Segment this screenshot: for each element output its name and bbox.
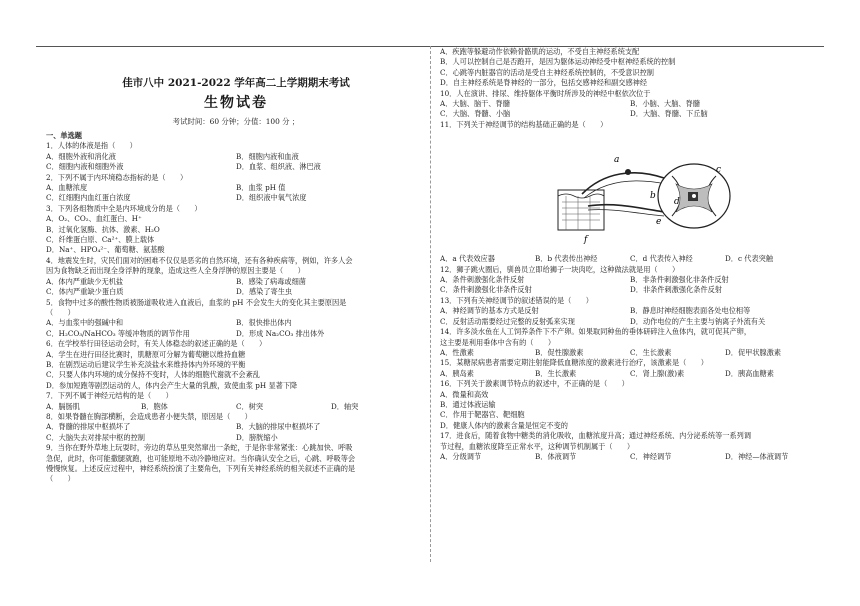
question-line: 14．许多淡水鱼在人工饲养条件下不产卵。如果取同种鱼的垂体研碎注入鱼体内，就可促其产卵， xyxy=(440,327,752,337)
option-a: A．性激素 xyxy=(440,347,474,357)
question-line: 节过程，血糖浓度降至正常水平，这种调节机制属于（ ） xyxy=(440,441,635,451)
question-line: D．Na⁺、HPO₄²⁻、葡萄糖、氨基酸 xyxy=(46,245,165,255)
option-a: C．条件刺激强化非条件反射 xyxy=(440,285,532,295)
option-c: C．d 代表传入神经 xyxy=(630,254,693,264)
option-a: A．与血浆中的强碱中和 xyxy=(46,318,124,328)
question-line: D．自主神经系统是脊神经的一部分，包括交感神经和副交感神经 xyxy=(440,78,648,88)
reflex-arc-figure xyxy=(440,130,820,254)
option-row xyxy=(46,162,426,172)
option-b: D．大脑、脊髓、下丘脑 xyxy=(630,109,708,119)
option-a: C．红细胞内血红蛋白浓度 xyxy=(46,193,131,203)
option-c: C．生长激素 xyxy=(630,347,672,357)
question-line: 1．人体的体液是指（ ） xyxy=(46,141,137,151)
option-a: C．H₂CO₃/NaHCO₃ 等缓冲物质的调节作用 xyxy=(46,328,190,338)
question-line: C．纤维蛋白原、Ca²⁺、膜上载体 xyxy=(46,235,155,245)
option-c: C．肾上腺(激)素 xyxy=(630,368,685,378)
question-line: C．作用于靶器官、靶细胞 xyxy=(440,410,525,420)
question-line: 15．某糖尿病患者需要定期注射能降低血糖浓度的激素进行治疗，该激素是（ ） xyxy=(440,358,708,368)
option-d: D．促甲状腺激素 xyxy=(725,347,782,357)
option-b: B．感染了病毒或细菌 xyxy=(236,276,306,286)
ganglion xyxy=(625,169,631,175)
option-b: B．大脑的排尿中枢损坏了 xyxy=(236,422,321,432)
option-row xyxy=(440,306,820,316)
question-line: B．过氧化氢酶、抗体、激素、H₂O xyxy=(46,224,160,234)
option-d: D．神经—体液调节 xyxy=(725,451,789,461)
option-b: B．b 代表传出神经 xyxy=(535,254,598,264)
option-b: B．生长激素 xyxy=(535,368,577,378)
column-divider xyxy=(430,46,431,562)
option-a: A．胰岛素 xyxy=(440,368,474,378)
question-line: B．通过体液运输 xyxy=(440,399,496,409)
option-b: B．胞体 xyxy=(141,401,168,411)
option-row xyxy=(440,109,820,119)
question-line: 3．下列各组物质中全是内环境成分的是（ ） xyxy=(46,203,202,213)
question-line: 7．下列不属于神经元结构的是（ ） xyxy=(46,391,173,401)
option-row xyxy=(46,402,426,412)
right-question-list-bottom xyxy=(440,254,820,462)
question-line: A．微量和高效 xyxy=(440,389,489,399)
question-line: B．人可以控制自己是否跑开，是因为躯体运动神经受中枢神经系统的控制 xyxy=(440,57,676,67)
option-row xyxy=(46,287,426,297)
question-line: 这主要是利用垂体中含有的（ ） xyxy=(440,337,556,347)
label-f: f xyxy=(584,235,588,246)
option-row xyxy=(440,99,820,109)
option-a: C．大脑失去对排尿中枢的控制 xyxy=(46,432,145,442)
option-row xyxy=(46,193,426,203)
exam-info: 考试时间：60 分钟；分值：100 分 ； xyxy=(172,117,300,126)
right-column xyxy=(440,47,820,462)
option-d: D．轴突 xyxy=(331,401,359,411)
option-row xyxy=(46,318,426,328)
right-question-list-top xyxy=(440,47,820,130)
option-b: D．非条件刺激强化条件反射 xyxy=(630,285,723,295)
option-row xyxy=(440,369,820,379)
question-line: 因为食物缺乏而出现全身浮肿的现象，造成这些人全身浮肿的原因主要是（ ） xyxy=(46,266,305,276)
question-line: D．参加短跑等剧烈运动的人，体内会产生大量的乳酸，致使血浆 pH 显著下降 xyxy=(46,380,298,390)
question-line: 9．当你在野外草地上玩耍时，旁边的草丛里突然窜出一条蛇，于是你非常紧张：心跳加快、呼吸 xyxy=(46,443,353,453)
left-question-list xyxy=(46,141,426,484)
option-a: A．神经调节的基本方式是反射 xyxy=(440,306,539,316)
option-c: C．神经调节 xyxy=(630,451,672,461)
option-a: A．血糖浓度 xyxy=(46,183,88,193)
question-line: 16．下列关于激素调节特点的叙述中，不正确的是（ ） xyxy=(440,379,629,389)
option-row xyxy=(46,277,426,287)
question-line: B．在剧烈运动后建议学生补充淡盐水来维持体内外环境的平衡 xyxy=(46,359,246,369)
option-b: B．静息时神经细胞表面各处电位相等 xyxy=(630,306,751,316)
option-c: C．树突 xyxy=(236,401,264,411)
question-line: 12．狮子跳火圈后，驯兽员立即给狮子一块肉吃，这种做法就是用（ ） xyxy=(440,264,680,274)
option-b: B．小脑、大脑、脊髓 xyxy=(630,99,700,109)
option-a: A．膈肠肌 xyxy=(46,401,80,411)
exam-subtitle: 生物试卷 xyxy=(204,95,268,111)
question-line: A．O₂、CO₂、血红蛋白、H⁺ xyxy=(46,214,142,224)
question-line: C．心跳等内脏器官的活动是受自主神经系统控制的，不受意识控制 xyxy=(440,67,654,77)
section-label: 一、单选题 xyxy=(46,131,82,140)
option-a: A．细胞外液和消化液 xyxy=(46,151,116,161)
option-b: D．形成 Na₂CO₃ 排出体外 xyxy=(236,328,325,338)
option-b: D．动作电位的产生主要与钠离子外流有关 xyxy=(630,316,766,326)
question-line: 11．下列关于神经调节的结构基础正确的是（ ） xyxy=(440,119,608,129)
option-row xyxy=(46,422,426,432)
label-c: c xyxy=(716,165,722,176)
option-b: D．血浆、组织液、淋巴液 xyxy=(236,162,321,172)
label-b: b xyxy=(650,191,656,202)
question-line: 8．如果脊髓在胸部横断，会造成患者小便失禁，原因是（ ） xyxy=(46,411,252,421)
question-line: 6．在学校举行田径运动会时，有关人体稳态的叙述正确的是（ ） xyxy=(46,339,267,349)
option-b: B．非条件刺激强化非条件反射 xyxy=(630,275,729,285)
option-b: D．组织液中氧气浓度 xyxy=(236,193,307,203)
label-a: a xyxy=(614,155,620,166)
question-line: 13．下列有关神经调节的叙述错误的是（ ） xyxy=(440,295,593,305)
option-a: A．脊髓的排尿中枢损坏了 xyxy=(46,422,131,432)
option-b: B．很快排出体内 xyxy=(236,318,292,328)
option-row xyxy=(46,329,426,339)
label-e: e xyxy=(656,217,662,228)
option-b: B．体液调节 xyxy=(535,451,577,461)
option-a: A．体内严重缺少无机盐 xyxy=(46,276,124,286)
question-line: 10．人在演讲、排尿、维持躯体平衡时所涉及的神经中枢依次位于 xyxy=(440,88,651,98)
option-a: A．a 代表效应器 xyxy=(440,254,495,264)
option-d: D．胰高血糖素 xyxy=(725,368,774,378)
question-line: 急促，此时，你可能撒腿就跑，也可能原地不动冷静地应对。当你确认安全之后，心跳、呼吸等会 xyxy=(46,453,356,463)
option-d: D．c 代表突触 xyxy=(725,254,774,264)
option-row xyxy=(46,183,426,193)
question-line: 慢慢恢复。上述反应过程中，神经系统扮演了主要角色，下列有关神经系统的相关叙述不正确的是 xyxy=(46,464,356,473)
exam-title: 佳市八中 2021-2022 学年高二上学期期末考试 xyxy=(122,77,350,89)
option-row xyxy=(46,433,426,443)
question-line: A．疾跑等躲避动作依赖骨骼肌的运动，不受自主神经系统支配 xyxy=(440,47,640,56)
question-line: 5．食物中过多的酸性物质被肠道吸收进入血液后，血浆的 pH 不会发生大的变化其主要原因是 xyxy=(46,297,347,307)
question-line: D．健康人体内的激素含量是恒定不变的 xyxy=(440,420,568,430)
option-row xyxy=(440,452,820,462)
option-row xyxy=(440,254,820,264)
option-a: C．体内严重缺少蛋白质 xyxy=(46,287,124,297)
question-line: 17．进食后，随着食物中糖类的消化吸收，血糖浓度升高；通过神经系统、内分泌系统等一系列调 xyxy=(440,431,752,441)
label-d: d xyxy=(674,197,680,208)
question-line: A．学生在进行田径比赛时，肌糖原可分解为葡萄糖以维持血糖 xyxy=(46,349,246,359)
left-column xyxy=(46,47,426,485)
option-row xyxy=(46,152,426,162)
question-line: （ ） xyxy=(46,474,75,484)
question-line: 4．地震发生时，灾民们面对的困难不仅仅是恶劣的自然环境，还有各种疾病等，例如，许多人会 xyxy=(46,255,353,265)
option-a: A．分级调节 xyxy=(440,451,482,461)
option-b: D．膀胱缩小 xyxy=(236,432,278,442)
option-a: C．细胞内液和细胞外液 xyxy=(46,162,124,172)
question-line: 2．下列不属于内环境稳态指标的是（ ） xyxy=(46,172,188,182)
option-a: A．条件刺激强化条件反射 xyxy=(440,275,525,285)
option-a: C．反射活动需要经过完整的反射弧来实现 xyxy=(440,316,575,326)
question-line: （ ） xyxy=(46,307,75,317)
option-a: A．大脑、脑干、脊髓 xyxy=(440,99,510,109)
option-b: B．血浆 pH 值 xyxy=(236,183,286,193)
option-b: B．细胞内液和血液 xyxy=(236,151,299,161)
option-a: C．大脑、脊髓、小脑 xyxy=(440,109,511,119)
option-row xyxy=(440,285,820,295)
question-line: C．只要人体内环境的成分保持不变时，人体的细胞代谢就不会紊乱 xyxy=(46,370,260,380)
option-b: B．促性腺激素 xyxy=(535,347,584,357)
reflex-arc-diagram xyxy=(544,132,744,252)
option-b: D．感染了寄生虫 xyxy=(236,287,293,297)
option-row xyxy=(440,348,820,358)
option-row xyxy=(440,317,820,327)
option-row xyxy=(440,275,820,285)
